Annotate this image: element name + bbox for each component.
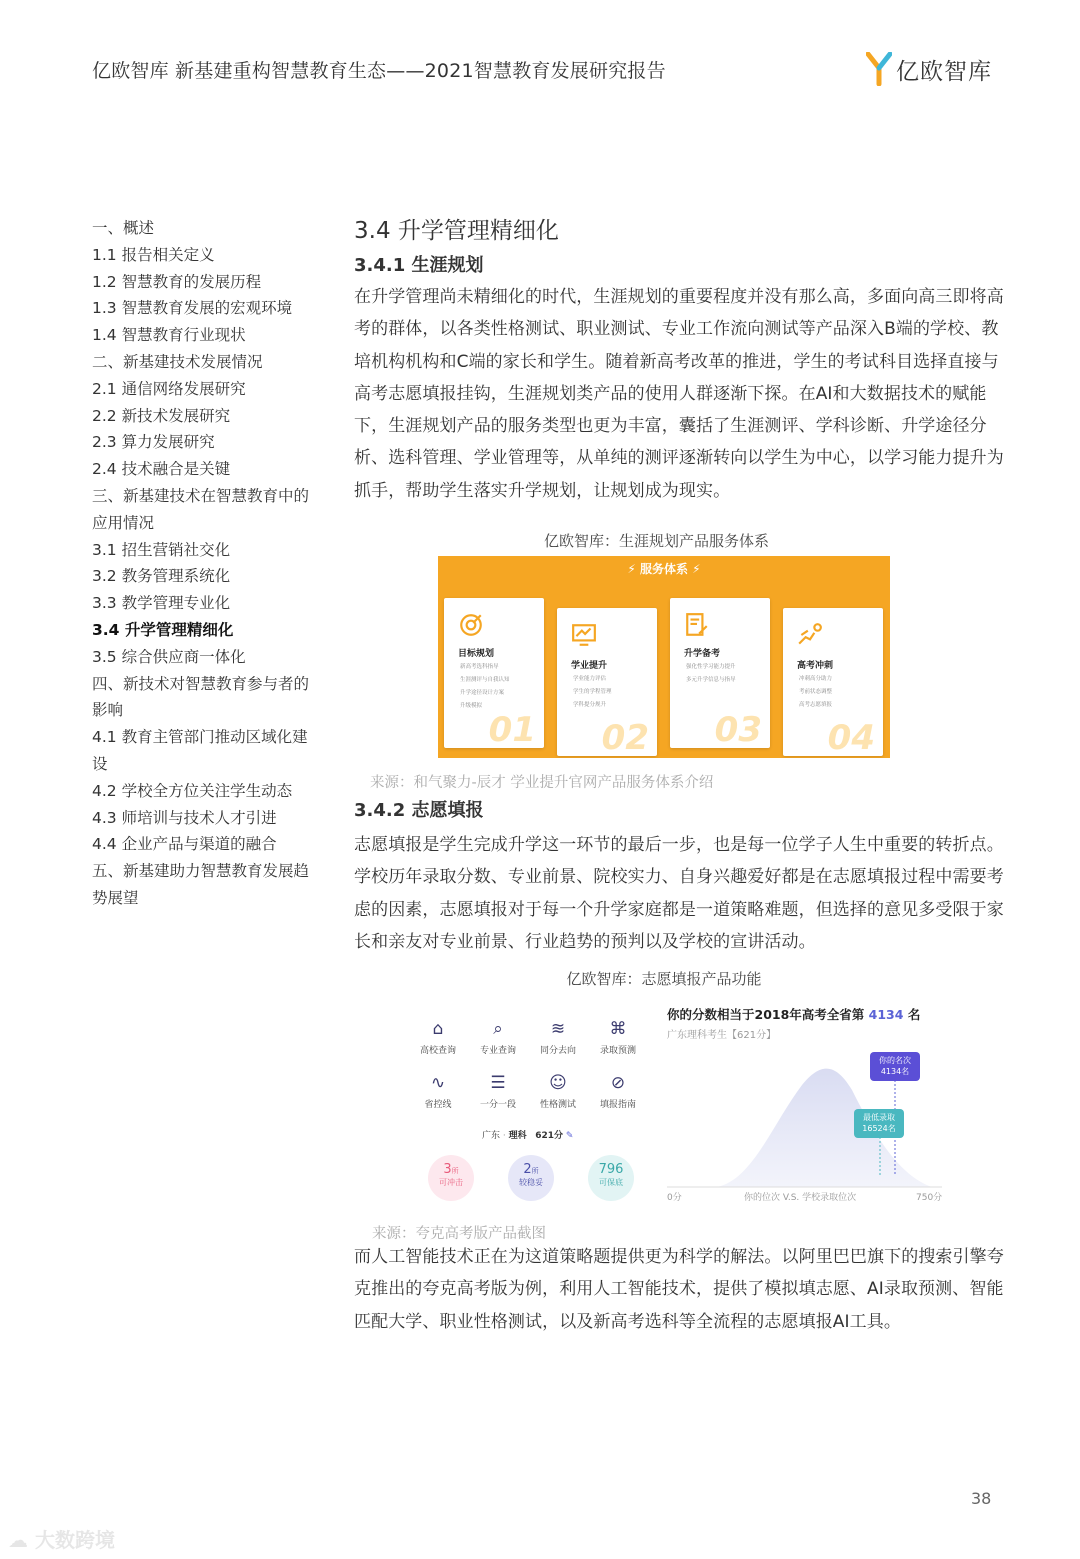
function-label: 录取预测 [599, 1046, 636, 1056]
service-card-title: 目标规划 [458, 649, 495, 659]
function-school-button[interactable] [412, 1017, 464, 1056]
graduation-cap-icon: ⌘ [609, 1019, 627, 1039]
banner-text: 服务体系 [639, 562, 688, 576]
toc-item[interactable]: 2.4 技术融合是关键 [92, 460, 231, 479]
rank-number: 4134 [868, 1007, 904, 1022]
search-icon: ⌕ [493, 1019, 503, 1039]
function-search-button[interactable] [472, 1017, 524, 1056]
your-rank-label: 你的名次 [879, 1056, 911, 1065]
toc-item[interactable]: 2.2 新技术发展研究 [92, 406, 231, 425]
rank-subtitle: 广东理科考生【621分】 [667, 1030, 777, 1041]
flow-icon: ≋ [550, 1019, 566, 1039]
service-card [444, 598, 544, 748]
toc-item[interactable]: 3.3 教学管理专业化 [92, 594, 231, 613]
function-label: 高校查询 [419, 1046, 456, 1056]
service-card-number: 04 [827, 718, 875, 758]
function-flow-button[interactable] [532, 1017, 584, 1056]
service-card-item: 学科提分规升 [573, 702, 607, 708]
application-paragraph: 志愿填报是学生完成升学这一环节的最后一步，也是每一位学子人生中重要的转折点。学校历年录取分数、专业前景、院校实力、自身兴趣爱好都是在志愿填报过程中需要考虑的因素，志愿填报对于每一个升学家庭都是一道策略难题，但选择的意见多受限于家长和亲友对专业前景、行业趋势的预判以及学校的宣讲活动。 [354, 835, 1004, 952]
service-card-item: 学生的学程管理 [573, 689, 612, 695]
figure2-caption: 亿欧智库：志愿填报产品功能 [566, 970, 762, 988]
toc-item[interactable]: 三、新基建技术在智慧教育中的应用情况 [92, 486, 310, 532]
toc-item[interactable]: 五、新基建助力智慧教育发展趋势展望 [92, 862, 310, 907]
line-chart-icon: ∿ [430, 1073, 446, 1093]
service-card-item: 高考志愿填报 [799, 702, 833, 708]
figure1-source: 来源：和气聚力-辰才 学业提升官网产品服务体系介绍 [370, 775, 714, 791]
service-system-figure [438, 556, 890, 758]
document-edit-icon [684, 612, 710, 638]
toc-item[interactable]: 4.1 教育主管部门推动区域化建设 [92, 728, 308, 773]
toc-item[interactable]: 1.4 智慧教育行业现状 [92, 326, 246, 345]
toc-item[interactable]: 四、新技术对智慧教育参与者的影响 [92, 674, 310, 720]
toc-item[interactable]: 3.5 综合供应商一体化 [92, 647, 246, 666]
main-content [354, 212, 1004, 507]
toc-item[interactable]: 2.1 通信网络发展研究 [92, 379, 246, 398]
subsection-title-career: 3.4.1 生涯规划 [354, 255, 484, 276]
result-bubble[interactable] [588, 1155, 634, 1201]
figure2-source: 来源：夸克高考版产品截图 [372, 1226, 546, 1242]
bubble-label: 较稳妥 [519, 1178, 543, 1187]
table-of-contents [92, 215, 322, 912]
service-card-item: 升级模拟 [460, 703, 483, 709]
result-bubble[interactable] [508, 1155, 554, 1201]
subsection-title-application: 3.4.2 志愿填报 [354, 800, 484, 821]
axis-left-label: 0分 [667, 1193, 682, 1203]
distribution-curve [662, 1005, 952, 1210]
logo-y-icon [866, 52, 892, 86]
bubble-count: 796 [598, 1162, 624, 1177]
compass-icon: ⊘ [610, 1073, 626, 1093]
function-label: 一分一段 [479, 1100, 516, 1110]
figure1-caption: 亿欧智库：生涯规划产品服务体系 [543, 532, 769, 550]
service-card-item: 考前状态调整 [799, 689, 833, 695]
runner-icon [797, 622, 823, 648]
smile-icon: ☺ [549, 1073, 567, 1093]
service-card-title: 升学备考 [684, 649, 721, 659]
service-card [670, 598, 770, 748]
service-card-title: 高考冲刺 [797, 661, 834, 671]
service-card-title: 学业提升 [571, 661, 608, 671]
brand-logo [866, 52, 992, 86]
toc-item[interactable]: 1.3 智慧教育发展的宏观环境 [92, 299, 293, 318]
service-card-number: 01 [488, 710, 536, 750]
toc-item[interactable]: 3.1 招生营销社交化 [92, 540, 231, 559]
score-text: 621分 [535, 1131, 564, 1141]
section-title: 3.4 升学管理精细化 [354, 218, 559, 244]
edit-pencil-icon[interactable]: ✎ [565, 1131, 574, 1141]
service-card [557, 608, 657, 756]
min-admission-tag [854, 1109, 904, 1138]
toc-item[interactable]: 1.2 智慧教育的发展历程 [92, 272, 262, 291]
sparkle-icon: ⚡ [627, 562, 640, 576]
province-text: 广东 [482, 1131, 501, 1141]
sparkle-icon: ⚡ [688, 562, 701, 576]
axis-mid-label: 你的位次 V.S. 学校录取位次 [744, 1193, 857, 1203]
app-function-panel [410, 1005, 650, 1210]
service-card-item: 多元升学信息与指导 [686, 677, 736, 683]
bubble-count: 2 [523, 1162, 532, 1177]
service-card [783, 608, 883, 756]
service-card-item: 新高考选科指导 [460, 664, 499, 670]
rank-suffix: 名 [907, 1007, 921, 1022]
function-line-chart-button[interactable] [412, 1071, 464, 1110]
function-list-button[interactable] [472, 1071, 524, 1110]
bubble-label: 可保底 [599, 1178, 623, 1187]
toc-item[interactable]: 二、新基建技术发展情况 [92, 352, 263, 371]
service-system-banner [438, 556, 890, 582]
toc-item[interactable]: 3.4 升学管理精细化 [92, 620, 234, 639]
school-icon: ⌂ [432, 1019, 444, 1039]
service-card-number: 03 [714, 710, 762, 750]
bubble-label: 可冲击 [439, 1178, 463, 1187]
min-admission-label: 最低录取 [863, 1113, 895, 1122]
toc-item[interactable]: 4.2 学校全方位关注学生动态 [92, 781, 293, 800]
toc-item[interactable]: 1.1 报告相关定义 [92, 245, 215, 264]
service-card-item: 强化性学习能力提升 [686, 664, 736, 670]
score-info [482, 1128, 573, 1141]
watermark-logo-icon: ☁ [8, 1528, 35, 1552]
function-label: 同分去向 [539, 1046, 576, 1056]
axis-right-label: 750分 [916, 1193, 943, 1203]
logo-text: 亿欧智库 [896, 58, 992, 85]
service-card-number: 02 [601, 718, 649, 758]
function-smile-button[interactable] [532, 1071, 584, 1110]
min-admission-value: 16524名 [862, 1124, 896, 1133]
toc-item[interactable]: 4.4 企业产品与渠道的融合 [92, 835, 277, 854]
service-card-item: 升学途径设计方案 [460, 690, 505, 696]
career-paragraph: 在升学管理尚未精细化的时代，生涯规划的重要程度并没有那么高，多面向高三即将高考的群体，以各类性格测试、职业测试、专业工作流向测试等产品深入B端的学校、教培机构机构和C端的家长和学生。随着新高考改革的推进，学生的考试科目选择直接与高考志愿填报挂钩，生涯规划类产品的使用人群逐渐下探。在AI和大数据技术的赋能下，生涯规划产品的服务类型也更为丰富，囊括了生涯测评、学科诊断、升学途径分析、选科管理、学业管理等，从单纯的测评逐渐转向以学生为中心，以学习能力提升为抓手，帮助学生落实升学规划，让规划成为现实。 [354, 287, 1004, 501]
bubble-count: 3 [443, 1162, 452, 1177]
function-label: 性格测试 [539, 1100, 576, 1110]
watermark [8, 1524, 115, 1553]
toc-item[interactable]: 3.2 教务管理系统化 [92, 567, 231, 586]
function-label: 填报指南 [599, 1100, 636, 1110]
report-header-title: 亿欧智库 新基建重构智慧教育生态——2021智慧教育发展研究报告 [92, 60, 666, 82]
function-compass-button[interactable] [592, 1071, 644, 1110]
page-number: 38 [971, 1489, 992, 1508]
toc-item[interactable]: 4.3 师培训与技术人才引进 [92, 808, 277, 827]
subject-text: 理科 [508, 1131, 527, 1141]
toc-item[interactable]: 2.3 算力发展研究 [92, 433, 215, 452]
function-label: 专业查询 [479, 1046, 516, 1056]
service-card-item: 学业能力评估 [573, 676, 607, 682]
chart-board-icon [571, 622, 597, 648]
result-bubble[interactable] [428, 1155, 474, 1201]
your-rank-tag [870, 1052, 920, 1081]
rank-prefix: 你的分数相当于2018年高考全省第 [667, 1007, 865, 1022]
list-icon: ☰ [490, 1073, 506, 1093]
ai-tools-paragraph: 而人工智能技术正在为这道策略题提供更为科学的解法。以阿里巴巴旗下的搜索引擎夸克推出的夸克高考版为例，利用人工智能技术，提供了模拟填志愿、AI录取预测、智能匹配大学、职业性格测试，以及新高考选科等全流程的志愿填报AI工具。 [354, 1247, 1004, 1332]
function-graduation-cap-button[interactable] [592, 1017, 644, 1056]
service-card-item: 冲刺高分助力 [799, 676, 833, 682]
separator-text: · [502, 1131, 506, 1141]
service-card-item: 生涯测评与自我认知 [460, 677, 510, 683]
bubble-unit: 所 [531, 1167, 539, 1175]
rank-distribution-chart [662, 1005, 952, 1210]
toc-item[interactable]: 一、概述 [92, 219, 155, 237]
function-label: 省控线 [424, 1100, 452, 1110]
watermark-text: 大数跨境 [34, 1528, 115, 1552]
target-icon [458, 612, 484, 638]
your-rank-value: 4134名 [880, 1067, 910, 1076]
bubble-unit: 所 [451, 1167, 459, 1175]
